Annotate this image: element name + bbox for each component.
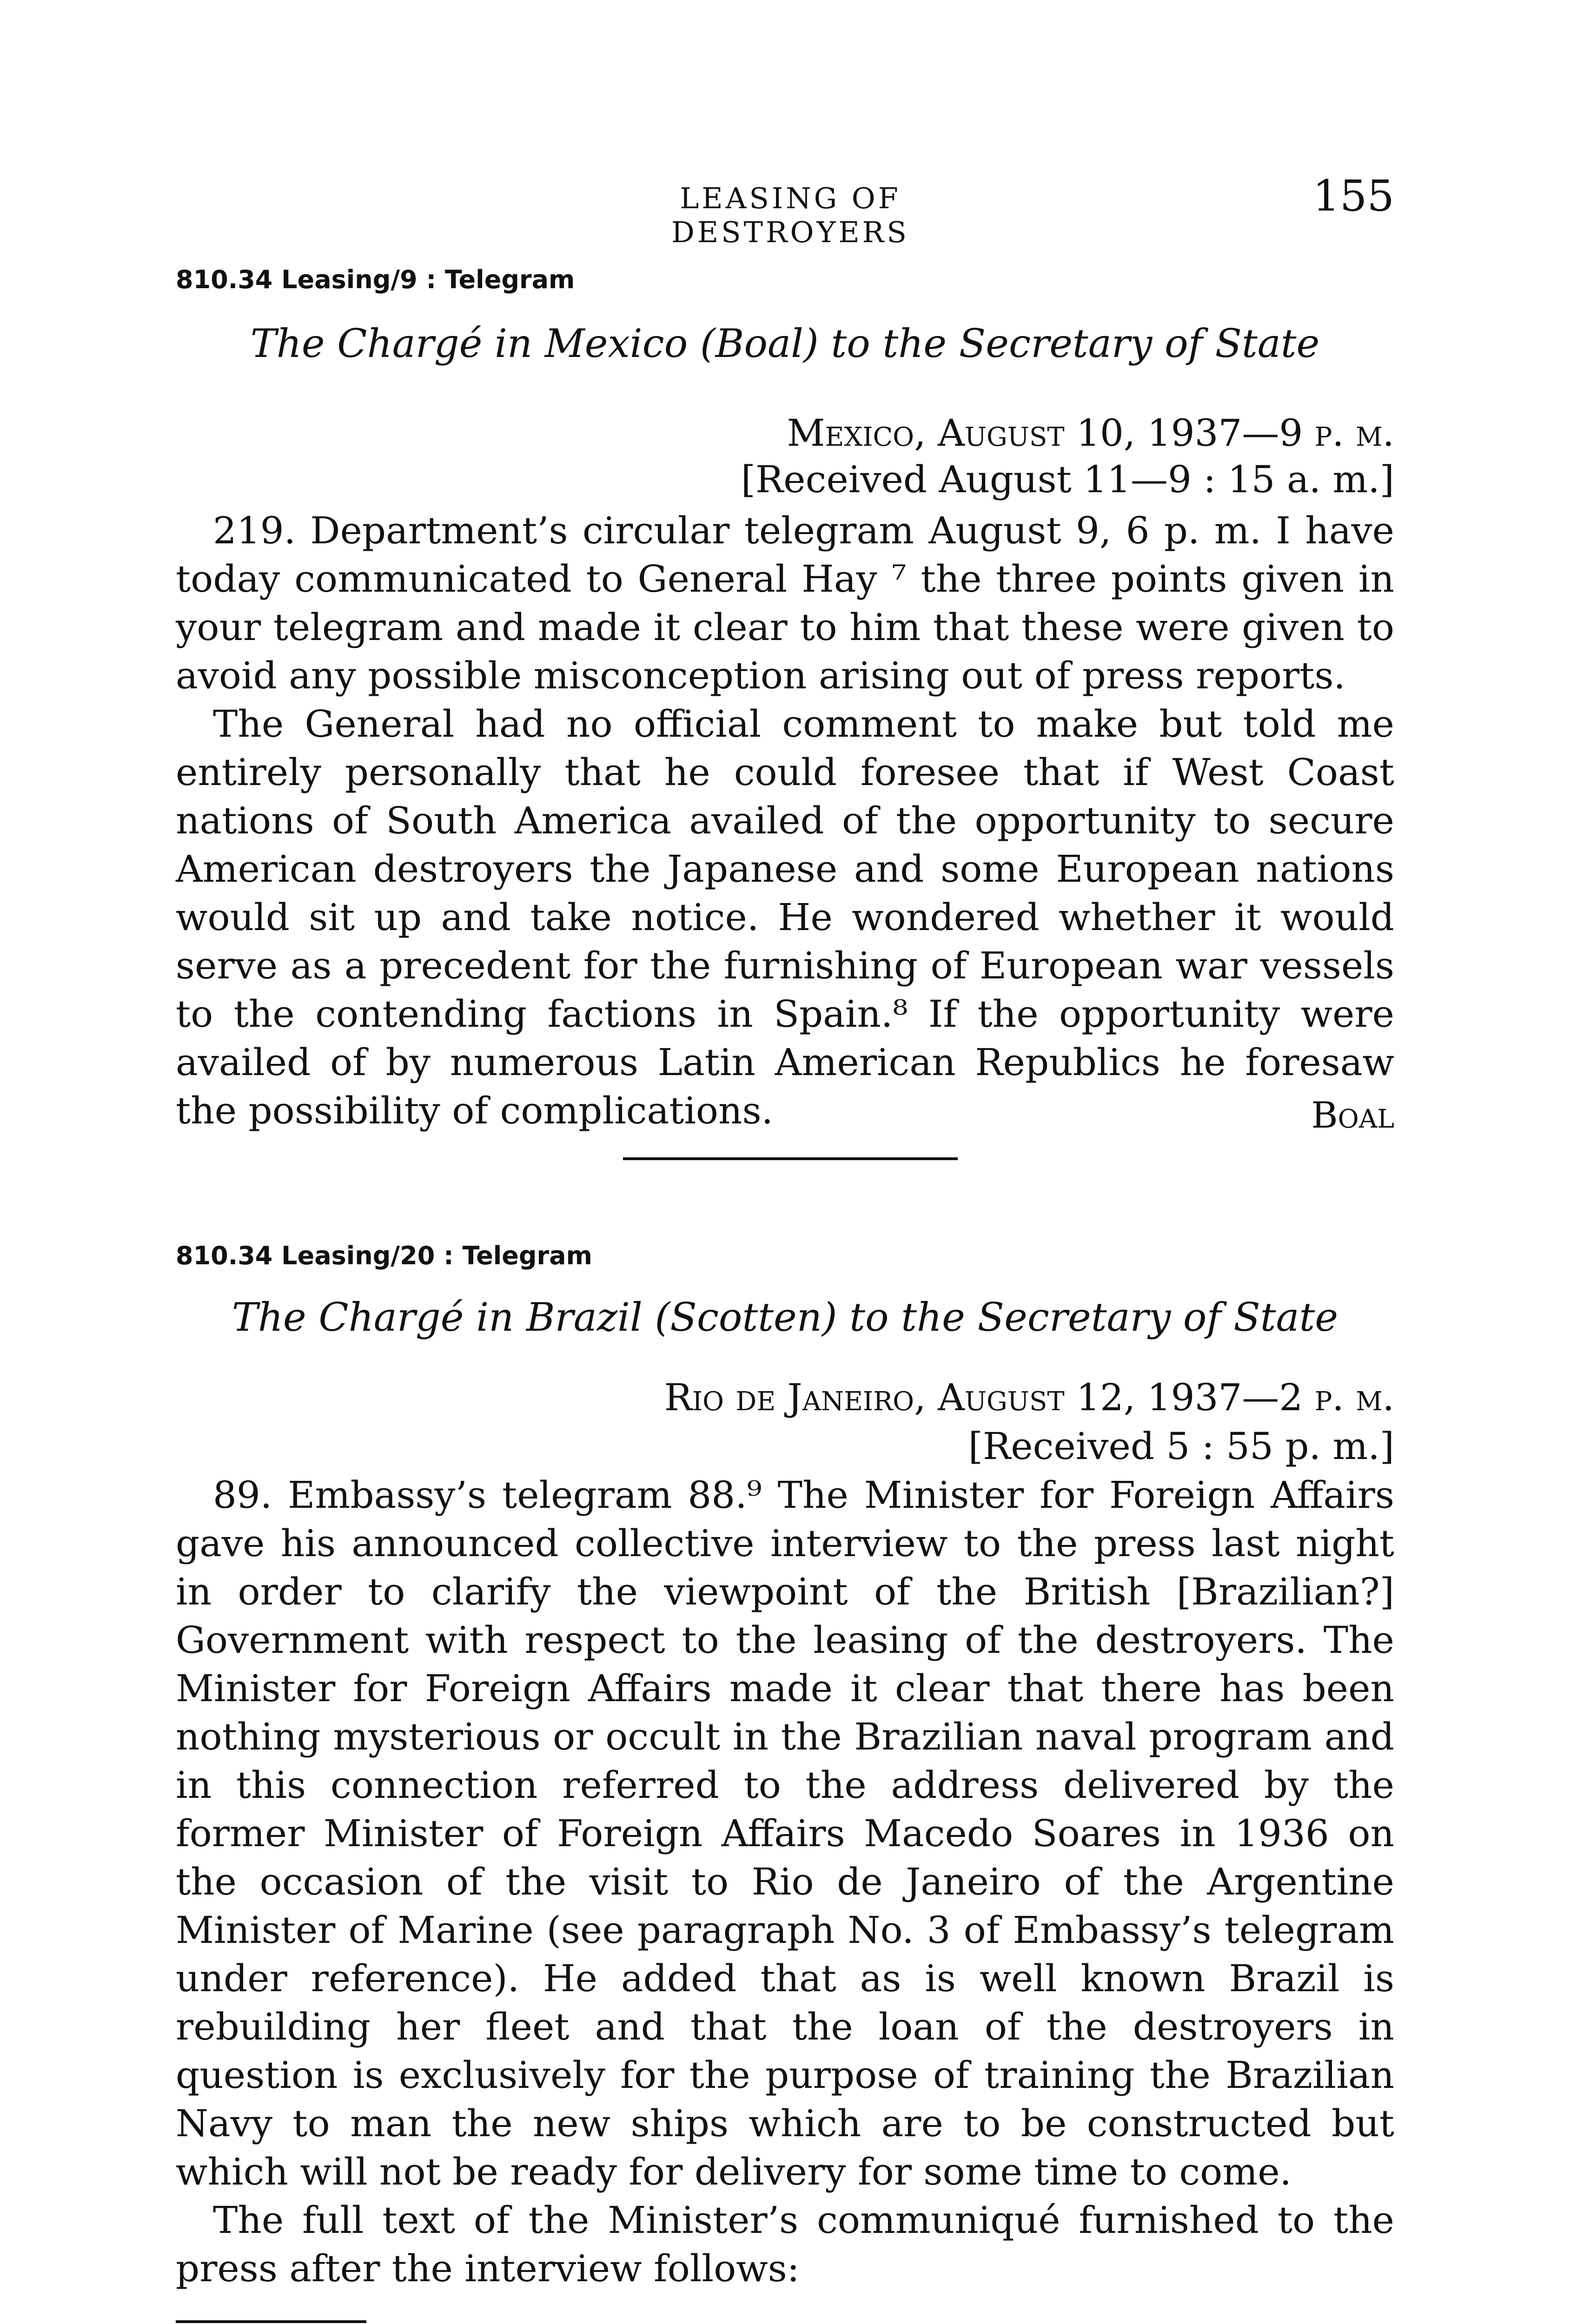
file-reference-2: 810.34 Leasing/20 : Telegram	[176, 1241, 592, 1270]
paragraph: The General had no official comment to make but told me entirely personally that he could foresee that if West Coast nations of South America availed of the opportunity to secure American destroyers the Japanese and some European nations would sit up and take notice. He wondered whether it would serve as a precedent for the furnishing of European war vessels to the contending factions in Spain.⁸ If the opportunity were availed of by numerous Latin American Republics he foresaw the possibility of complications.	[176, 702, 1394, 1132]
running-head: LEASING OF DESTROYERS	[671, 181, 909, 249]
document-title-2: The Chargé in Brazil (Scotten) to the Secretary of State	[232, 1294, 1338, 1340]
document-title-1: The Chargé in Mexico (Boal) to the Secretary of State	[250, 321, 1320, 366]
received-note-2: [Received 5 : 55 p. m.]	[968, 1425, 1394, 1468]
paragraph: The full text of the Minister’s communiqué furnished to the press after the interview follows:	[176, 2199, 1394, 2290]
dateline-1: Mexico, August 10, 1937—9 p. m.	[787, 411, 1394, 455]
received-note-1: [Received August 11—9 : 15 a. m.]	[741, 458, 1394, 501]
section-divider	[623, 1157, 958, 1160]
dateline-2: Rio de Janeiro, August 12, 1937—2 p. m.	[664, 1376, 1394, 1419]
paragraph: 89. Embassy’s telegram 88.⁹ The Minister for Foreign Affairs gave his announced collective interview to the press last night in order to clarify the viewpoint of the British [Brazilian?] Government with respect to the leasing of the destroyers. The Minister for Foreign Affairs made it clear that there has been nothing mysterious or occult in the Brazilian naval program and in this connection referred to the address delivered by the former Minister of Foreign Affairs Macedo Soares in 1936 on the occasion of the visit to Rio de Janeiro of the Argentine Minister of Marine (see paragraph No. 3 of Embassy’s telegram under reference). He added that as is well known Brazil is rebuilding her fleet and that the loan of the destroyers in question is exclusively for the purpose of training the Brazilian Navy to man the new ships which are to be constructed but which will not be ready for delivery for some time to come.	[176, 1473, 1394, 2193]
footnote-rule	[176, 2320, 366, 2323]
signature-1: Boal	[1311, 1095, 1394, 1136]
document-body-2	[176, 1471, 1394, 2293]
page-number: 155	[1312, 171, 1394, 221]
paragraph: 219. Department’s circular telegram August 9, 6 p. m. I have today communicated to General Hay ⁷ the three points given in your telegram and made it clear to him that these were given to avoid any possible misconception arising out of press reports.	[176, 509, 1394, 697]
file-reference-1: 810.34 Leasing/9 : Telegram	[176, 265, 575, 294]
document-body-1	[176, 507, 1394, 1135]
